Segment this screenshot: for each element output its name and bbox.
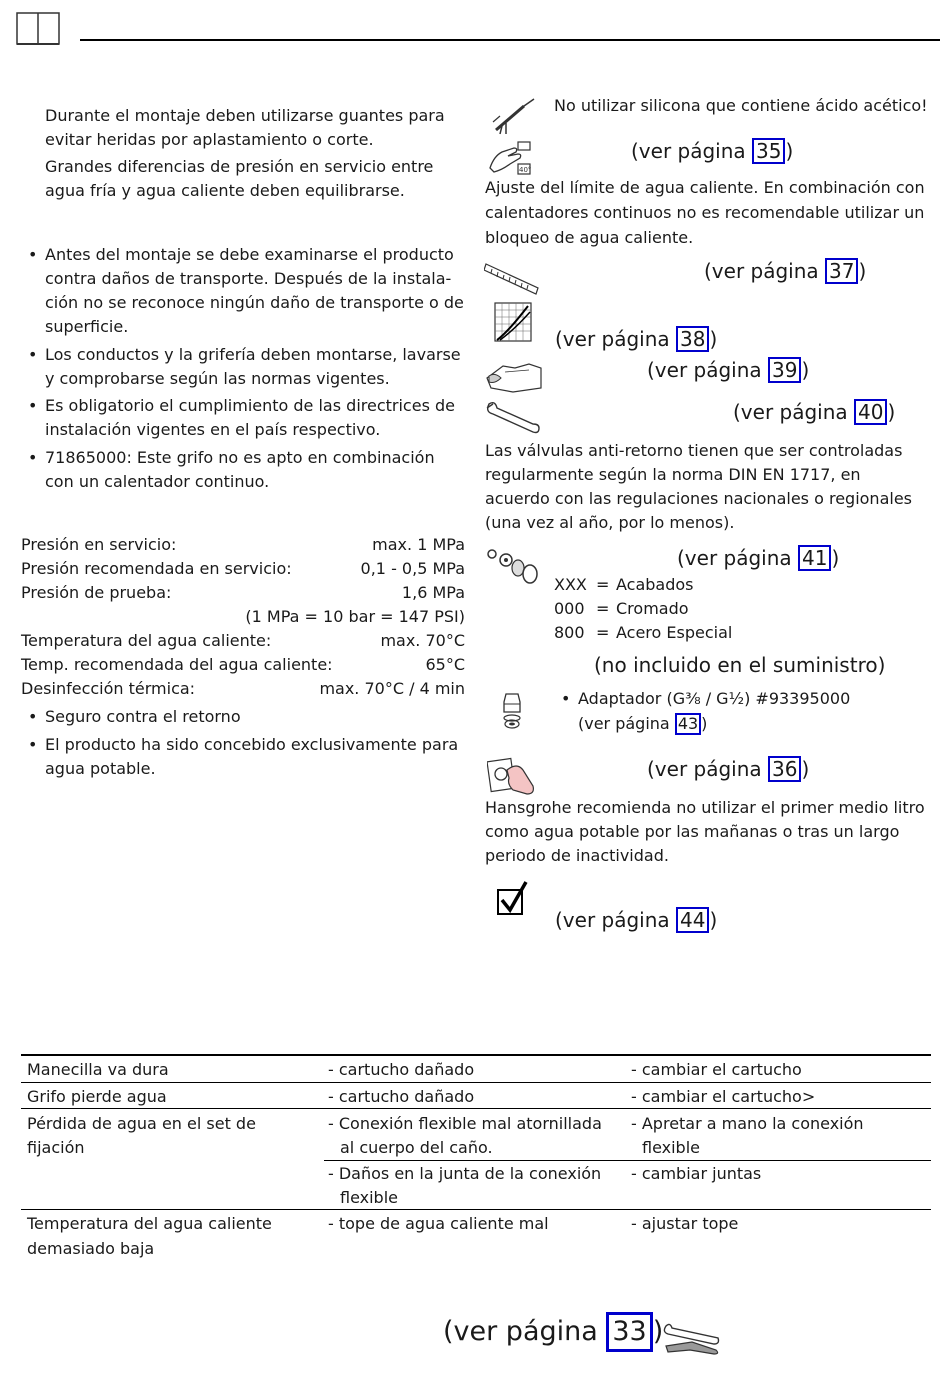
checkbox-icon [496, 880, 530, 918]
page-ref-41[interactable]: (ver página 41 ) [677, 546, 840, 570]
tools-icon [662, 1322, 722, 1356]
graph-chart-icon [494, 302, 532, 342]
list-item: Es obligatorio el cumplimiento de las directrices de [45, 396, 455, 415]
list-item: 71865000: Este grifo no es apto en combinación [45, 448, 435, 467]
page-ref-38[interactable]: (ver página 38 ) [555, 327, 718, 351]
table-cell-remedy: - cambiar juntas [631, 1164, 762, 1183]
page-ref-39[interactable]: (ver página 39 ) [647, 358, 810, 382]
list-item: Los conductos y la grifería deben montarse, lavarse [45, 345, 461, 364]
spec-row: Temp. recomendada del agua caliente: 65°C [21, 655, 465, 674]
page-ref-36[interactable]: (ver página 36 ) [647, 757, 810, 781]
silicone-gun-icon [490, 96, 536, 136]
spec-row: (1 MPa = 10 bar = 147 PSI) [245, 607, 465, 626]
table-cell-problem: Pérdida de agua en el set de [27, 1114, 256, 1133]
page-link[interactable]: 43 [675, 713, 701, 735]
spec-row: Presión recomendada en servicio: 0,1 - 0,5 MPa [21, 559, 465, 578]
table-cell-problem: Temperatura del agua caliente [27, 1214, 272, 1233]
table-cell-problem: Manecilla va dura [27, 1060, 169, 1079]
spec-row: Desinfección térmica: max. 70°C / 4 min [21, 679, 465, 698]
page-link[interactable]: 35 [752, 138, 785, 164]
page-ref-35[interactable]: (ver página 35 ) [631, 139, 794, 163]
page-link[interactable]: 44 [676, 907, 709, 933]
page-link[interactable]: 36 [768, 756, 801, 782]
page-link[interactable]: 33 [606, 1312, 652, 1352]
adapter-icon [500, 692, 524, 732]
spec-row: Presión en servicio: max. 1 MPa [21, 535, 465, 554]
page-link[interactable]: 38 [676, 326, 709, 352]
page-link[interactable]: 39 [768, 357, 801, 383]
svg-text:40°: 40° [519, 166, 532, 174]
page-ref-40[interactable]: (ver página 40 ) [733, 400, 896, 424]
table-cell-cause: - tope de agua caliente mal [328, 1214, 549, 1233]
list-item: Seguro contra el retorno [45, 707, 241, 726]
table-cell-cause: - cartucho dañado [328, 1060, 475, 1079]
finish-parts-icon [486, 546, 542, 586]
page-link[interactable]: 37 [825, 258, 858, 284]
page-link[interactable]: 41 [798, 545, 831, 571]
page-link[interactable]: 40 [854, 399, 887, 425]
not-included-note: (no incluido en el suministro) [594, 653, 886, 677]
table-cell-remedy: - cambiar el cartucho [631, 1060, 802, 1079]
cleaning-hand-icon [485, 358, 543, 394]
header-rule [80, 39, 940, 41]
table-cell-remedy: - cambiar el cartucho> [631, 1087, 816, 1106]
silicone-warning: No utilizar silicona que contiene ácido acético! [554, 96, 928, 115]
table-cell-cause: - Daños en la junta de la conexión [328, 1164, 602, 1183]
hand-valve-icon [487, 756, 537, 796]
page-ref-33[interactable]: (ver página 33 ) [443, 1312, 663, 1352]
table-cell-cause: - cartucho dañado [328, 1087, 475, 1106]
ruler-icon [484, 260, 540, 298]
table-cell-remedy: - ajustar tope [631, 1214, 739, 1233]
spec-row: Presión de prueba: 1,6 MPa [21, 583, 465, 602]
table-cell-problem: Grifo pierde agua [27, 1087, 167, 1106]
book-icon [16, 12, 60, 46]
page-ref-37[interactable]: (ver página 37 ) [704, 259, 867, 283]
list-item: El producto ha sido concebido exclusivamente para [45, 735, 459, 754]
wrench-icon [485, 400, 541, 436]
list-item: Antes del montaje se debe examinarse el producto [45, 245, 454, 264]
adapter-item: Adaptador (G⅜ / G½) #93395000 [578, 689, 851, 708]
page-ref-44[interactable]: (ver página 44 ) [555, 908, 718, 932]
hand-screwdriver-icon [488, 138, 534, 178]
table-cell-remedy: - Apretar a mano la conexión [631, 1114, 864, 1133]
page-ref-43[interactable]: (ver página 43 ) [578, 714, 708, 733]
spec-row: Temperatura del agua caliente: max. 70°C [21, 631, 465, 650]
table-cell-cause: - Conexión flexible mal atornillada [328, 1114, 602, 1133]
